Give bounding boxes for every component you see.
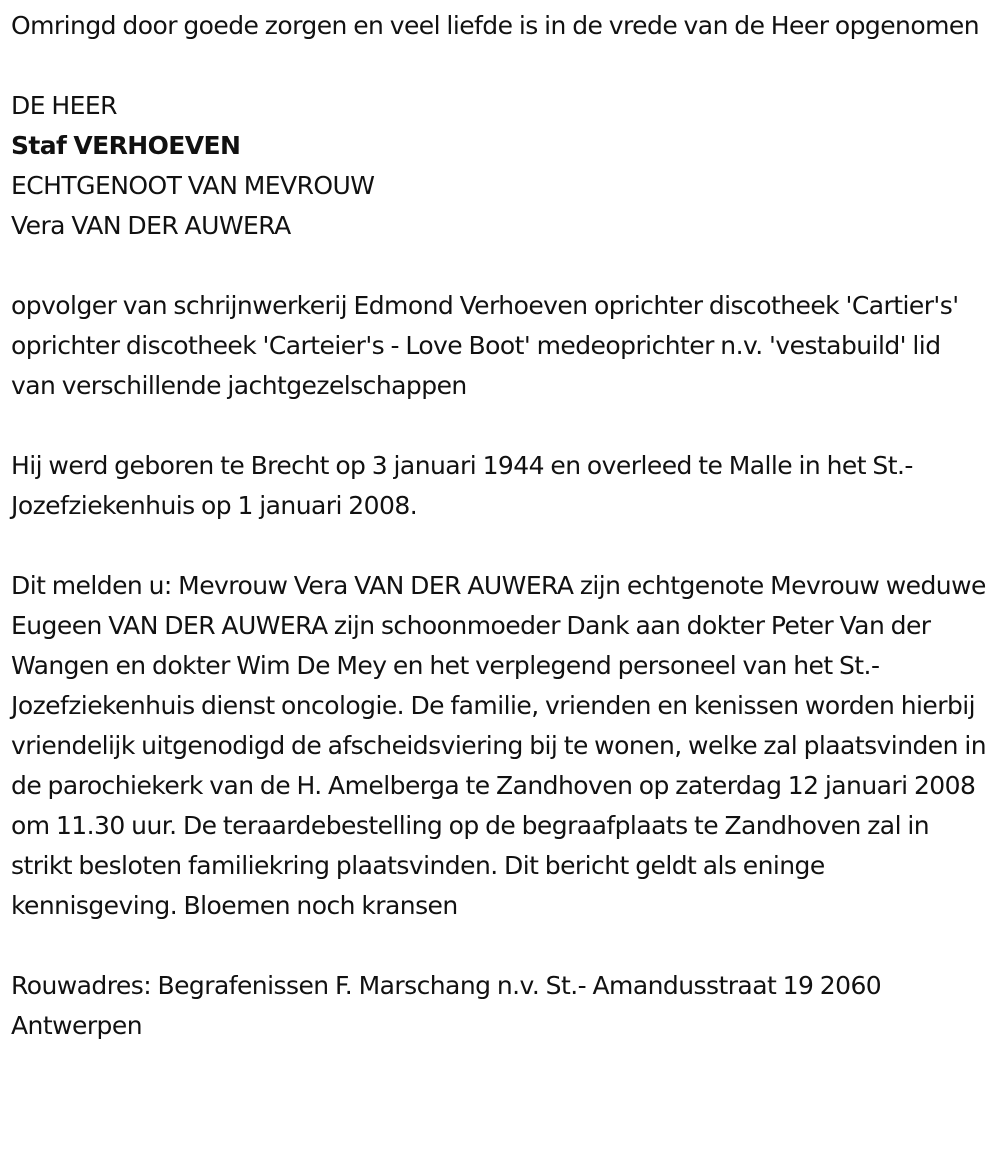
spouse-name: Vera VAN DER AUWERA — [11, 211, 291, 240]
honorific-title: DE HEER — [11, 91, 117, 120]
intro-paragraph: Omringd door goede zorgen en veel liefde is in de vrede van de Heer opgenomen — [11, 11, 980, 40]
announcement-paragraph: Dit melden u: Mevrouw Vera VAN DER AUWERA zijn echtgenote Mevrouw weduwe Eugeen VAN DER AUWERA zijn schoonmoeder Dank aan dokter Peter Van der Wangen en dokter Wim De Mey en het verplegend personeel van het St.-Jozefziekenhuis dienst oncologie. De familie, vrienden en kenissen worden hierbij vriendelijk uitgenodigd de afscheidsviering bij te wonen, welke zal plaatsvinden in de parochiekerk van de H. Amelberga te Zandhoven op zaterdag 12 januari 2008 om 11.30 uur. De teraardebestelling op de begraafplaats te Zandhoven zal in strikt besloten familiekring plaatsvinden. Dit bericht geldt als eninge kennisgeving. Bloemen noch kransen — [11, 571, 987, 920]
career-paragraph: opvolger van schrijnwerkerij Edmond Verhoeven oprichter discotheek 'Cartier's' oprichter discotheek 'Carteier's - Love Boot' medeoprichter n.v. 'vestabuild' lid van verschillende jachtgezelschappen — [11, 291, 959, 400]
deceased-name: Staf VERHOEVEN — [11, 131, 241, 160]
death-notice — [11, 6, 991, 1046]
relation-line: ECHTGENOOT VAN MEVROUW — [11, 171, 375, 200]
birth-death-paragraph: Hij werd geboren te Brecht op 3 januari 1944 en overleed te Malle in het St.-Jozefziekenhuis op 1 januari 2008. — [11, 451, 913, 520]
mourning-address: Rouwadres: Begrafenissen F. Marschang n.v. St.- Amandusstraat 19 2060 Antwerpen — [11, 971, 882, 1040]
